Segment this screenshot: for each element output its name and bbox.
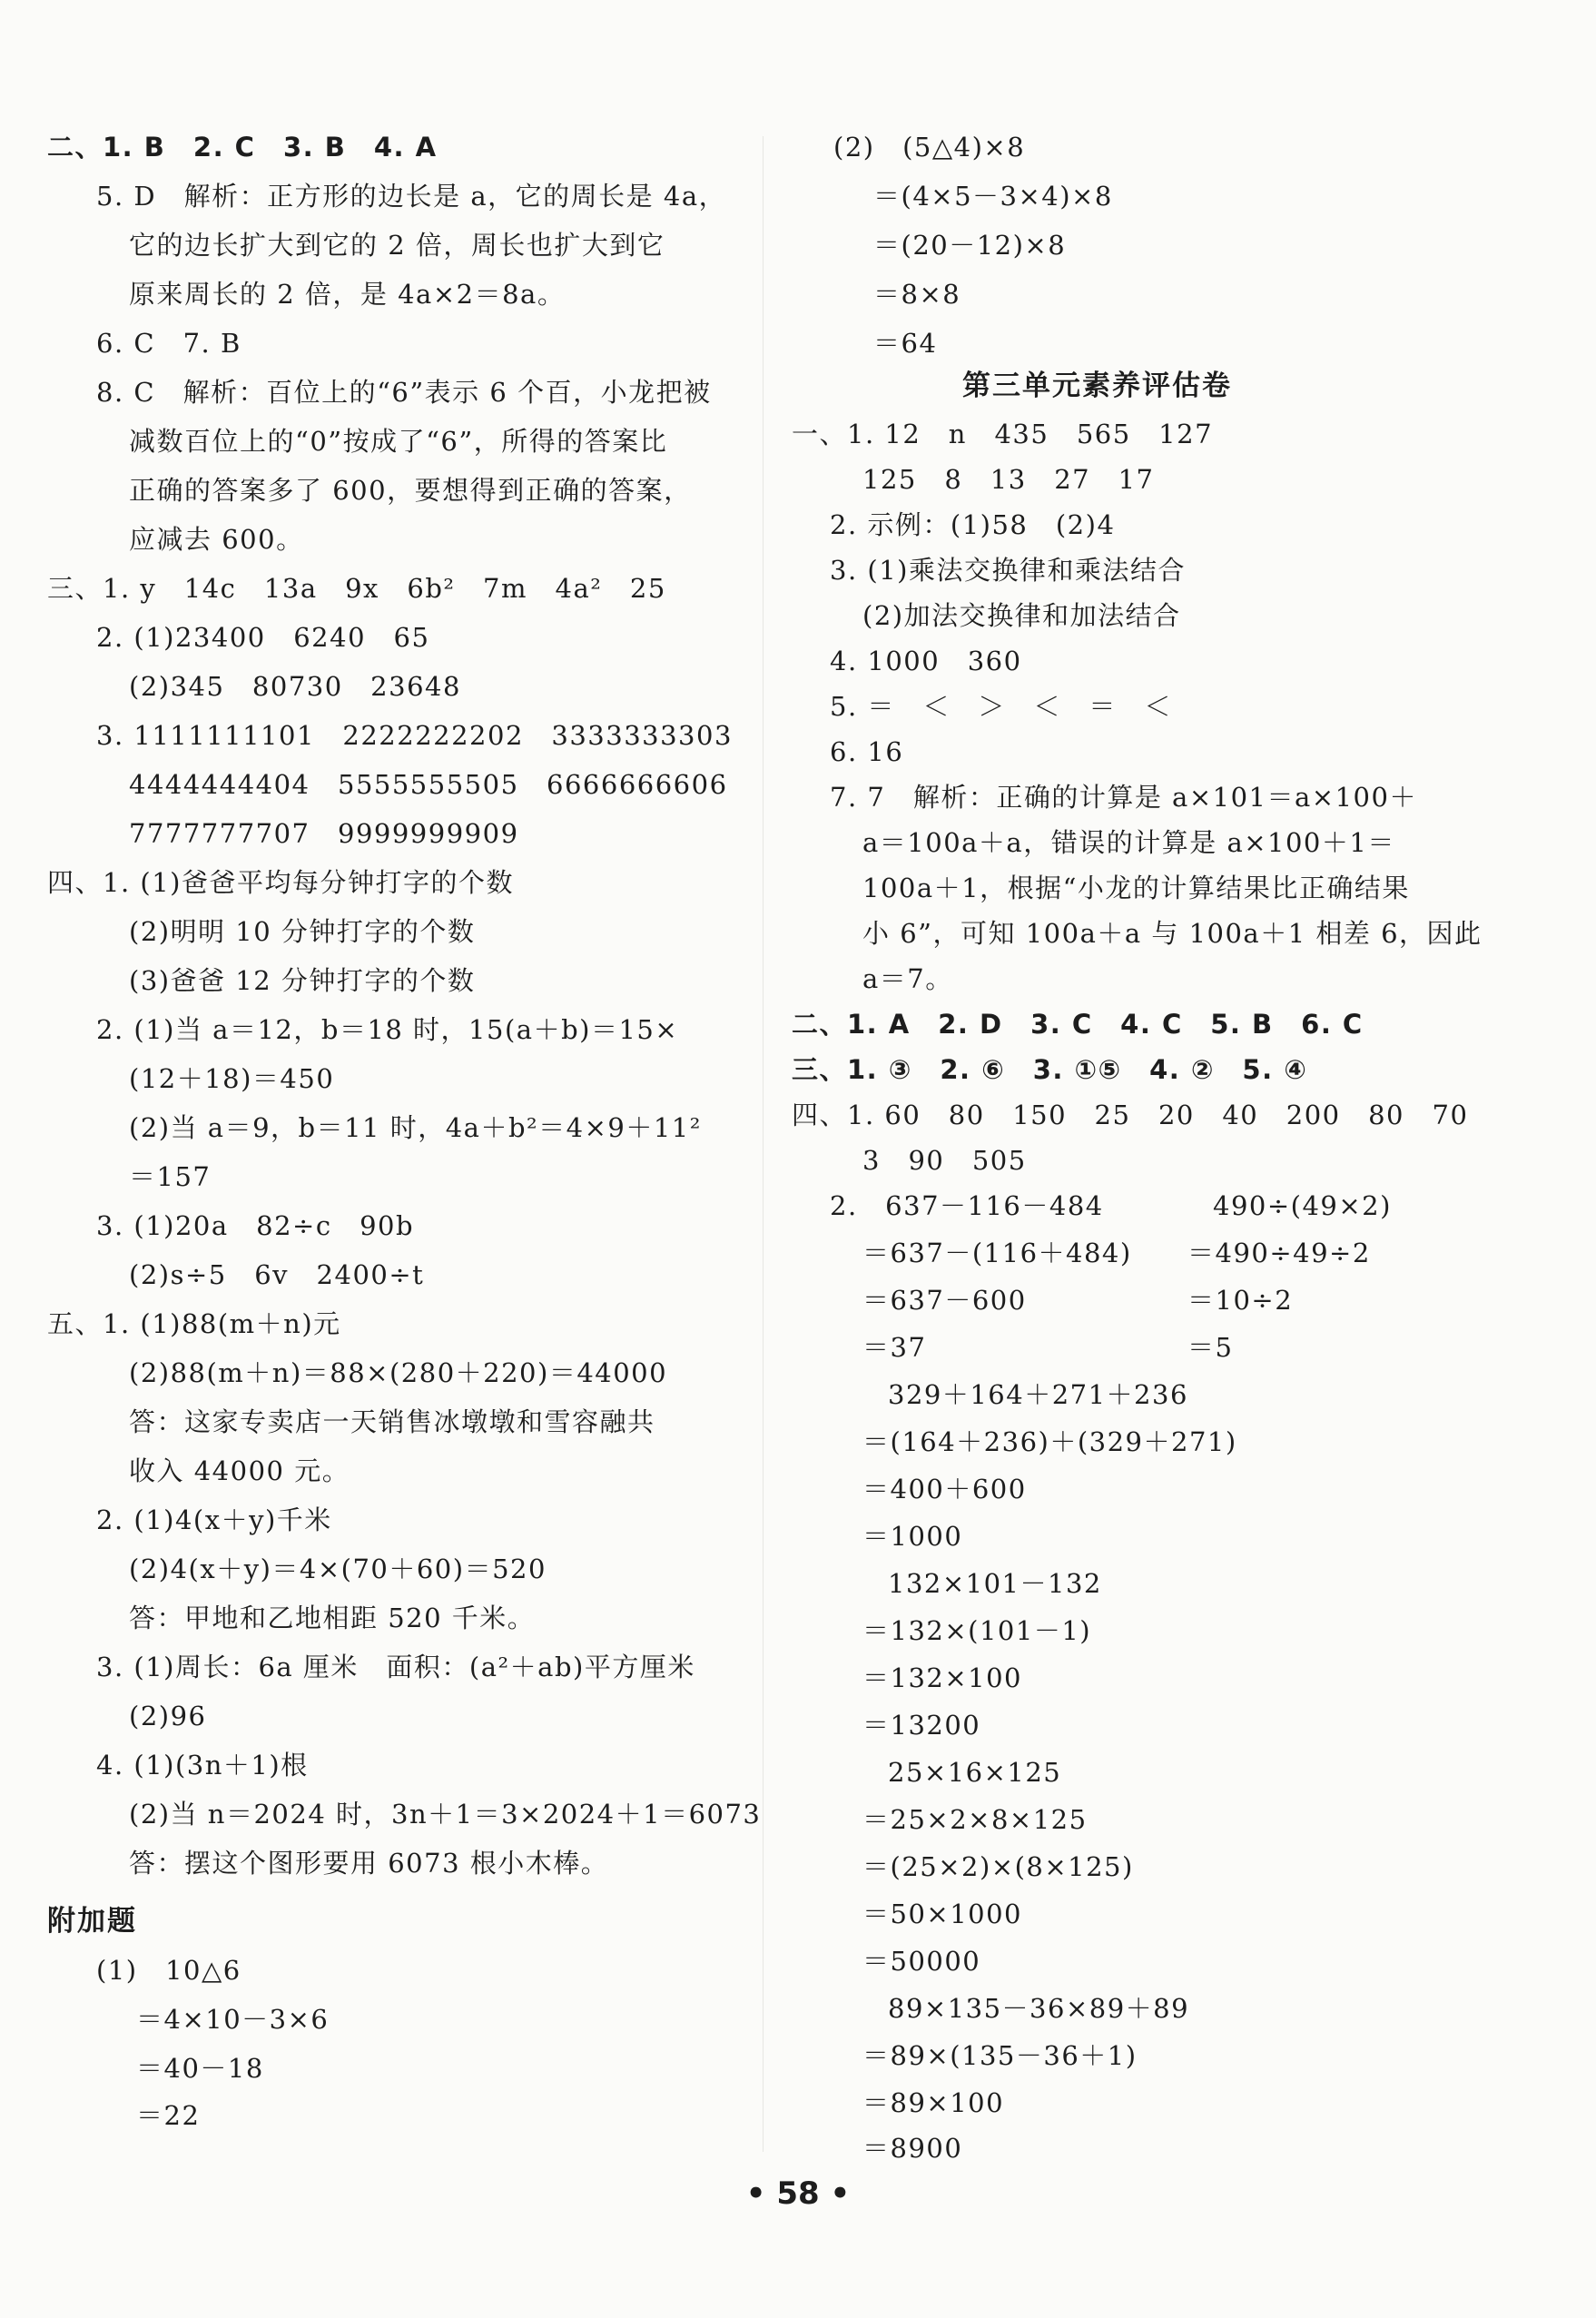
answer-line: ＝22	[136, 2100, 201, 2131]
answer-line: ＝637－600	[862, 1285, 1027, 1316]
answer-line: ＝(4×5－3×4)×8	[873, 181, 1113, 212]
answer-line: 4. (1)(3n＋1)根	[96, 1750, 309, 1780]
answer-line: (12＋18)＝450	[129, 1063, 335, 1094]
answer-line: 3 90 505	[862, 1145, 1027, 1176]
answer-line: 二、1. A 2. D 3. C 4. C 5. B 6. C	[792, 1009, 1364, 1040]
answer-line: 原来周长的 2 倍，是 4a×2＝8a。	[129, 279, 566, 310]
answer-line: 7. 7 解析：正确的计算是 a×101＝a×100＋	[830, 782, 1417, 813]
answer-line: ＝50×1000	[862, 1899, 1023, 1929]
answer-line: 2. (1)当 a＝12，b＝18 时，15(a＋b)＝15×	[96, 1014, 679, 1045]
answer-line: ＝8900	[862, 2133, 963, 2164]
answer-line: (2)明明 10 分钟打字的个数	[129, 916, 476, 947]
answer-line: (2)s÷5 6v 2400÷t	[129, 1259, 425, 1290]
answer-line: 四、1. (1)爸爸平均每分钟打字的个数	[47, 867, 514, 898]
answer-line: 它的边长扩大到它的 2 倍，周长也扩大到它	[129, 230, 665, 261]
answer-line: ＝89×(135－36＋1)	[862, 2040, 1138, 2071]
answer-line: 132×101－132	[888, 1568, 1102, 1599]
answer-line: (2)当 a＝9，b＝11 时，4a＋b²＝4×9＋11²	[129, 1112, 702, 1143]
answer-line: ＝8×8	[873, 279, 961, 310]
answer-line: 正确的答案多了 600，要想得到正确的答案，	[129, 475, 692, 506]
answer-line: 应减去 600。	[129, 524, 304, 555]
answer-line: 3. (1)周长：6a 厘米 面积：(a²＋ab)平方厘米	[96, 1652, 695, 1682]
answer-line: (2)4(x＋y)＝4×(70＋60)＝520	[129, 1554, 547, 1584]
answer-line: (2)345 80730 23648	[129, 671, 461, 702]
answer-line: ＝89×100	[862, 2087, 1005, 2118]
answer-line: ＝132×(101－1)	[862, 1615, 1092, 1646]
answer-line: (3)爸爸 12 分钟打字的个数	[129, 965, 476, 996]
answer-line: a＝100a＋a，错误的计算是 a×100＋1＝	[862, 827, 1395, 858]
answer-line: ＝(164＋236)＋(329＋271)	[862, 1426, 1237, 1457]
section-heading: 附加题	[47, 1905, 137, 1938]
answer-line: ＝37	[862, 1332, 927, 1363]
page-number: • 58 •	[745, 2175, 851, 2212]
answer-line: 8. C 解析：百位上的“6”表示 6 个百，小龙把被	[96, 377, 712, 408]
answer-line: 89×135－36×89＋89	[888, 1993, 1190, 2024]
answer-line: (2)96	[129, 1701, 207, 1731]
answer-line: ＝(20－12)×8	[873, 230, 1067, 261]
answer-line: 4. 1000 360	[830, 646, 1022, 676]
answer-line: (2) (5△4)×8	[833, 132, 1026, 163]
answer-line: 3. (1)20a 82÷c 90b	[96, 1210, 415, 1241]
answer-line: 收入 44000 元。	[129, 1455, 350, 1486]
answer-line: (1) 10△6	[96, 1955, 241, 1986]
answer-line: 五、1. (1)88(m＋n)元	[47, 1308, 341, 1339]
answer-line: 3. (1)乘法交换律和乘法结合	[830, 555, 1186, 586]
answer-line: (2)加法交换律和加法结合	[862, 600, 1181, 631]
answer-line: 7777777707 9999999909	[129, 818, 519, 849]
answer-line: ＝10÷2	[1187, 1285, 1294, 1316]
answer-line: 答：甲地和乙地相距 520 千米。	[129, 1603, 536, 1633]
answer-line: 2. 637－116－484	[830, 1190, 1104, 1221]
answer-line: ＝25×2×8×125	[862, 1804, 1088, 1835]
answer-line: 三、1. y 14c 13a 9x 6b² 7m 4a² 25	[47, 573, 666, 604]
answer-line: 6. C 7. B	[96, 328, 241, 359]
answer-line: 小 6”，可知 100a＋a 与 100a＋1 相差 6，因此	[862, 918, 1483, 949]
answer-line: a＝7。	[862, 963, 953, 994]
answer-line: 3. 1111111101 2222222202 3333333303	[96, 720, 733, 751]
answer-line: (2)当 n＝2024 时，3n＋1＝3×2024＋1＝6073	[129, 1799, 762, 1830]
answer-line: 四、1. 60 80 150 25 20 40 200 80 70	[792, 1100, 1469, 1130]
answer-line: 答：摆这个图形要用 6073 根小木棒。	[129, 1848, 609, 1879]
answer-line: ＝5	[1187, 1332, 1234, 1363]
answer-line: 6. 16	[830, 736, 904, 767]
answer-line: ＝4×10－3×6	[136, 2004, 330, 2035]
answer-line: 5. D 解析：正方形的边长是 a，它的周长是 4a，	[96, 181, 727, 212]
answer-line: ＝50000	[862, 1946, 981, 1977]
answer-line: ＝64	[873, 328, 938, 359]
answer-line: ＝13200	[862, 1710, 981, 1741]
answer-line: 2. (1)23400 6240 65	[96, 622, 430, 653]
answer-line: 329＋164＋271＋236	[888, 1379, 1188, 1410]
answer-line: 5. ＝ ＜ ＞ ＜ ＝ ＜	[830, 691, 1172, 722]
answer-line: ＝1000	[862, 1521, 963, 1552]
answer-line: (2)88(m＋n)＝88×(280＋220)＝44000	[129, 1357, 668, 1388]
section-heading: 第三单元素养评估卷	[962, 370, 1232, 402]
answer-line: 490÷(49×2)	[1213, 1190, 1392, 1221]
answer-line: ＝157	[129, 1161, 212, 1192]
answer-line: 二、1. B 2. C 3. B 4. A	[47, 132, 438, 163]
answer-line: ＝40－18	[136, 2053, 264, 2084]
answer-line: 三、1. ③ 2. ⑥ 3. ①⑤ 4. ② 5. ④	[792, 1054, 1308, 1085]
answer-line: ＝400＋600	[862, 1474, 1027, 1504]
answer-line: 100a＋1，根据“小龙的计算结果比正确结果	[862, 873, 1410, 903]
answer-line: 减数百位上的“0”按成了“6”，所得的答案比	[129, 426, 668, 457]
answer-line: 4444444404 5555555505 6666666606	[129, 769, 728, 800]
answer-line: 2. 示例：(1)58 (2)4	[830, 509, 1116, 540]
column-divider	[763, 136, 764, 2152]
answer-line: ＝637－(116＋484)	[862, 1238, 1132, 1268]
answer-line: 125 8 13 27 17	[862, 464, 1155, 495]
answer-line: ＝490÷49÷2	[1187, 1238, 1371, 1268]
answer-line: 25×16×125	[888, 1757, 1062, 1788]
answer-line: 一、1. 12 n 435 565 127	[792, 419, 1214, 449]
answer-line: 答：这家专卖店一天销售冰墩墩和雪容融共	[129, 1406, 655, 1437]
answer-line: ＝132×100	[862, 1662, 1023, 1693]
answer-line: ＝(25×2)×(8×125)	[862, 1851, 1134, 1882]
answer-line: 2. (1)4(x＋y)千米	[96, 1504, 332, 1535]
